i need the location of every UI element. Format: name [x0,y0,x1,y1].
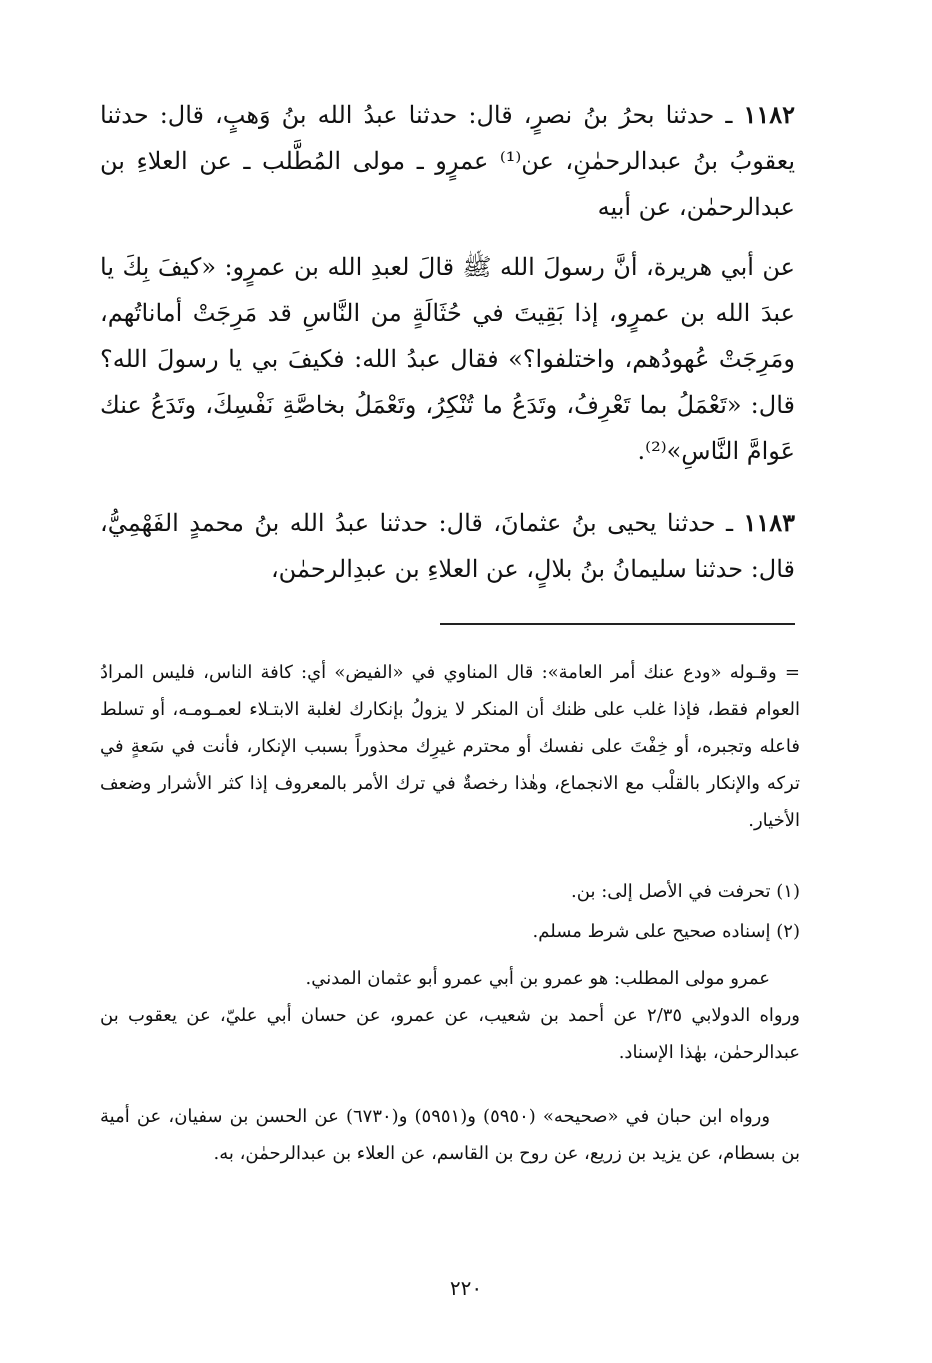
footnote-continuation: = وقـوله «ودع عنك أمر العامة»: قال المناوي في «الفيض» أي: كافة الناس، فليس المرادُ العوام فقط، فإذا غلب على ظنك أن المنكر لا يزولُ بإنكارك لغلبة الابتـلاء لعمـومـه، أو تسلط فاعله وتجبره، أو خِفْتَ على نفسك أو محترم غيرِك محذوراً بسبب الإنكار، فأنت في سَعةٍ في تركه والإنكار بالقلْب مع الانجماع، وهٰذا رخصةٌ في ترك الأمر بالمعروف إذا كثر الأشرار وضعف الأخيار. [100,662,800,831]
dulabi-note: ورواه الدولابي ٢/٣٥ عن أحمد بن شعيب، عن عمرو، عن حسان أبي عليّ، عن يعقوب بن عبدالرحمٰن، بهٰذا الإسناد. [100,1005,801,1063]
footnote-1: (١) تحرفت في الأصل إلى: بن. [571,881,800,902]
hadith-1183-isnad [100,500,795,592]
hadith-1182-matn [100,244,795,474]
page-number: ٢٢٠ [449,1276,483,1300]
footnote-2-sources [100,960,800,1071]
hadith-number: ١١٨٢ [743,100,795,129]
ibn-hibban-note: ورواه ابن حبان في «صحيحه» (٥٩٥٠) و(٥٩٥١) و(٦٧٣٠) عن الحسن بن سفيان، عن أمية بن بسطام، عن يزيد بن زريع، عن روح بن القاسم، عن العلاء بن عبدالرحمٰن، به. [100,1106,800,1164]
footnote-2: (٢) إسناده صحيح على شرط مسلم. [532,921,800,942]
amr-note: عمرو مولى المطلب: هو عمرو بن أبي عمرو أبو عثمان المدني. [305,968,770,989]
hadith-1182-isnad [100,92,795,230]
isnad-text: ـ حدثنا يحيى بنُ عثمانَ، قال: حدثنا عبدُ الله بنُ محمدٍ الفَهْمِيُّ، قال: حدثنا سليمانُ بنُ بلالٍ، عن العلاءِ بن عبدِالرحمٰن، [100,509,795,583]
hadith-number: ١١٨٣ [743,508,795,537]
footnote-divider [440,623,795,625]
matn-text: عن أبي هريرة، أنَّ رسولَ الله ﷺ قالَ لعبدِ الله بن عمرٍو: «كيفَ بِكَ يا عبدَ الله بن عمرٍو، إذا بَقِيتَ في حُثَالَةٍ من النَّاسِ قد مَرِجَتْ أماناتُهم، ومَرِجَتْ عُهودُهم، واختلفوا؟» فقال عبدُ الله: فكيفَ بي يا رسولَ الله؟ قال: «تَعْمَلُ بما تَعْرِفُ، وتَدَعُ ما تُنْكِرُ، وتَعْمَلُ بخاصَّةِ نَفْسِكَ، وتَدَعُ عنك عَوامَّ النَّاسِ»⁽²⁾. [100,253,795,465]
isnad-text: ـ حدثنا بحرُ بنُ نصرٍ، قال: حدثنا عبدُ الله بنُ وَهبٍ، قال: حدثنا يعقوبُ بنُ عبدالرحمٰنِ، عن⁽¹⁾ عمرٍو ـ مولى المُطَّلب ـ عن العلاءِ بن عبدالرحمٰن، عن أبيه [100,101,795,221]
